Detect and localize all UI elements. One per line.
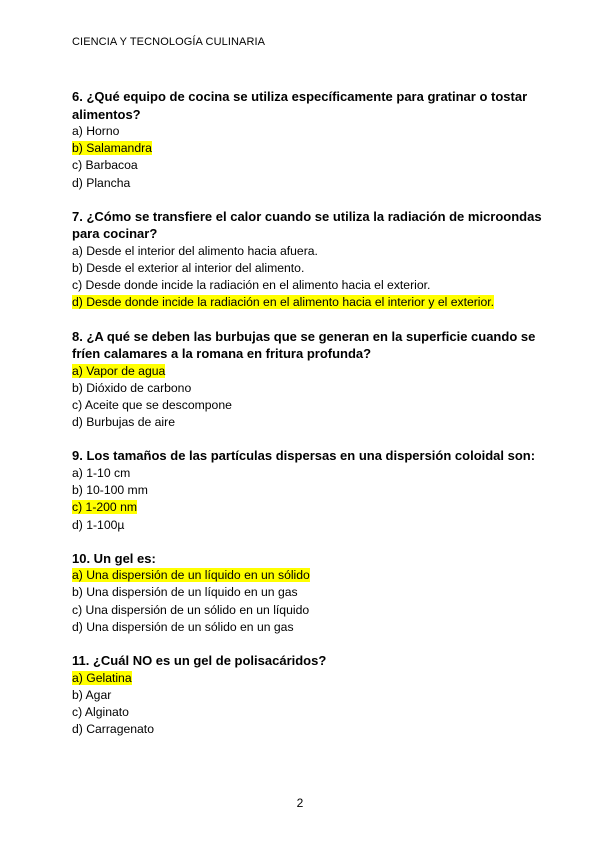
answer-option [72,482,542,499]
answer-option-text: d) Carragenato [72,722,154,737]
answer-option [72,602,542,619]
answer-option-text: c) Aceite que se descompone [72,398,232,413]
answer-option [72,260,542,277]
answer-option [72,380,542,397]
question-block [72,328,542,432]
answer-option-text: a) Gelatina [72,670,132,685]
answer-option [72,687,542,704]
answer-option-text: d) Una dispersión de un sólido en un gas [72,619,294,634]
answer-option-text: d) Desde donde incide la radiación en el alimento hacia el interior y el exterior. [72,295,495,310]
questions-list [72,88,542,754]
answer-option [72,243,542,260]
page-number: 2 [296,796,304,810]
question-title: 9. Los tamaños de las partículas dispersas en una dispersión coloidal son: [72,448,536,464]
answer-option-text: a) Horno [72,124,120,138]
answer-option-text: c) Barbacoa [72,158,138,173]
question-title: 8. ¿A qué se deben las burbujas que se generan en la superficie cuando se fríen calamares a la romana en fritura profunda? [72,328,536,362]
answer-option-text: a) Una dispersión de un líquido en un sólido [72,568,310,583]
answer-option-text: b) Desde el exterior al interior del alimento. [72,261,305,276]
answer-option-text: c) Una dispersión de un sólido en un líquido [72,602,310,617]
answer-option-highlighted [72,140,542,157]
answer-option-text: c) 1-200 nm [72,500,138,515]
answer-option [72,157,542,174]
answer-option [72,175,542,192]
answer-option [72,123,542,140]
question-block [72,550,542,636]
question-title: 6. ¿Qué equipo de cocina se utiliza específicamente para gratinar o tostar alimentos? [72,89,528,122]
answer-option-highlighted [72,363,542,380]
answer-option-text: b) Agar [72,687,112,702]
answer-option-text: a) 1-10 cm [72,465,131,480]
answer-option [72,517,542,534]
answer-option [72,721,542,738]
question-block [72,447,542,533]
question-block [72,208,542,312]
answer-option [72,397,542,414]
answer-option [72,414,542,431]
question-title: 7. ¿Cómo se transfiere el calor cuando se utiliza la radiación de microondas para cocinar? [72,208,542,242]
answer-option [72,584,542,601]
answer-option-highlighted [72,567,542,584]
question-title: 10. Un gel es: [72,550,156,566]
answer-option-highlighted [72,499,542,516]
answer-option-highlighted [72,670,542,687]
running-header: CIENCIA Y TECNOLOGÍA CULINARIA [72,36,266,48]
answer-option-text: d) Plancha [72,175,131,190]
answer-option-highlighted [72,294,542,311]
answer-option-text: b) Salamandra [72,141,152,156]
answer-option [72,277,542,294]
answer-option-text: a) Desde el interior del alimento hacia afuera. [72,243,318,258]
answer-option [72,619,542,636]
answer-option-text: c) Desde donde incide la radiación en el alimento hacia el exterior. [72,278,431,293]
answer-option-text: d) 1-100µ [72,517,125,532]
answer-option [72,465,542,482]
question-title: 11. ¿Cuál NO es un gel de polisacáridos? [72,653,327,669]
answer-option-text: b) Una dispersión de un líquido en un gas [72,585,298,600]
answer-option-text: b) 10-100 mm [72,483,148,498]
question-block [72,652,542,738]
question-block [72,88,542,192]
answer-option-text: b) Dióxido de carbono [72,380,192,395]
answer-option-text: c) Alginato [72,704,129,719]
answer-option [72,704,542,721]
answer-option-text: d) Burbujas de aire [72,415,175,430]
answer-option-text: a) Vapor de agua [72,363,166,378]
